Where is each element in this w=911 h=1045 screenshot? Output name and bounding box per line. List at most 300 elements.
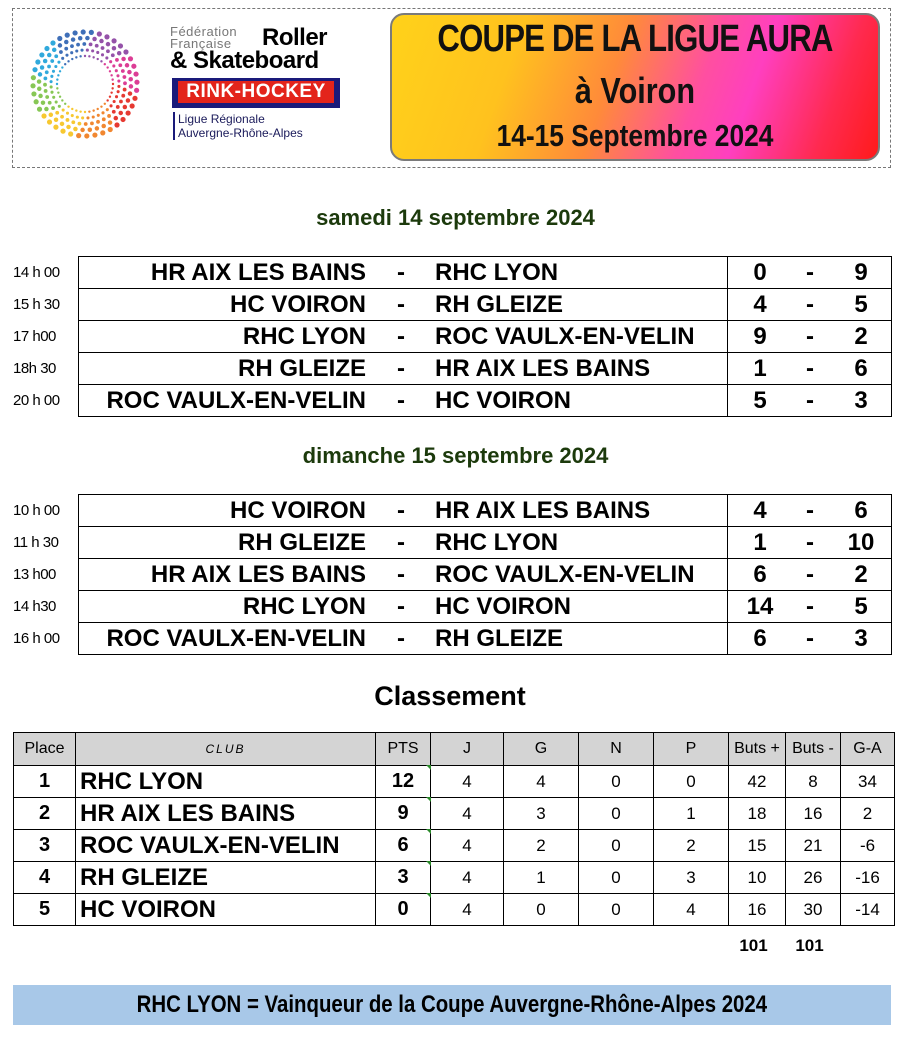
standings-cell: 21 [786, 830, 841, 862]
logo-dot [48, 101, 52, 105]
logo-dot [115, 95, 118, 98]
standings-cell: 0 [579, 766, 654, 798]
logo-dot [92, 115, 95, 118]
score-separator: - [806, 497, 814, 524]
logo-dot [32, 67, 37, 72]
away-team: HC VOIRON [435, 593, 572, 620]
score-separator: - [806, 259, 814, 286]
match-time: 15 h 30 [13, 296, 60, 313]
logo-dot [118, 63, 122, 67]
logo-dot [92, 56, 94, 58]
logo-dot [95, 44, 99, 48]
standings-header-cell: CLUB [76, 733, 376, 766]
logo-dot [104, 63, 106, 65]
standings-cell: 2 [841, 798, 895, 830]
logo-dot [66, 112, 69, 115]
logo-dot [126, 110, 131, 115]
score-cell [727, 384, 893, 416]
match-separator: - [397, 561, 405, 588]
logo-dot [117, 51, 122, 56]
standings-row [14, 894, 895, 926]
match-time: 20 h 00 [13, 392, 60, 409]
logo-dot [133, 71, 138, 76]
logo-dot [66, 125, 71, 130]
standings-row [14, 830, 895, 862]
standings-cell: 4 [431, 894, 504, 926]
logo-dot [65, 33, 70, 38]
logo-dot [56, 78, 58, 80]
logo-dot [37, 79, 42, 84]
logo-dot [43, 77, 47, 81]
standings-cell: 1 [504, 862, 579, 894]
logo-dot [73, 127, 78, 131]
standings-cell: HC VOIRON [76, 894, 376, 926]
match-row [13, 257, 892, 289]
logo-dot [109, 104, 112, 107]
standings-cell: 0 [579, 798, 654, 830]
standings-cell: 4 [654, 894, 729, 926]
match-time: 18h 30 [13, 360, 56, 377]
logo-dot [76, 133, 81, 138]
logo-dot [88, 110, 90, 112]
logo-dot [80, 49, 83, 52]
logo-dot [50, 40, 55, 45]
logo-dot [117, 85, 120, 88]
logo-dot [61, 99, 63, 101]
standings-row [14, 766, 895, 798]
home-team: ROC VAULX-EN-VELIN [106, 625, 366, 652]
logo-dot [78, 122, 82, 126]
match-time: 16 h 00 [13, 630, 60, 647]
standings-cell: 10 [729, 862, 786, 894]
logo-dot [56, 87, 58, 89]
match-separator: - [397, 323, 405, 350]
standings-cell: 2 [14, 798, 76, 830]
home-team: HC VOIRON [229, 291, 366, 318]
federation-logo-icon [30, 22, 140, 147]
match-row [13, 623, 892, 655]
logo-dot [117, 79, 120, 82]
logo-dot [60, 129, 65, 134]
logo-dot [52, 70, 55, 73]
logo-dot [108, 120, 113, 125]
logo-dot [47, 53, 52, 58]
logo-dot [119, 100, 123, 104]
standings-cell: -14 [841, 894, 895, 926]
logo-dot [104, 103, 106, 105]
federation-name-line1: Fédération [170, 24, 238, 39]
standings-cell: 15 [729, 830, 786, 862]
home-score: 5 [753, 387, 767, 414]
logo-dot [59, 50, 63, 54]
logo-dot [111, 38, 116, 43]
logo-dot [43, 59, 48, 64]
logo-dot [44, 107, 49, 112]
federation-skateboard: & Skateboard [170, 47, 319, 74]
away-score: 3 [854, 387, 868, 414]
standings-cell: HR AIX LES BAINS [76, 798, 376, 830]
away-score: 6 [854, 497, 868, 524]
logo-dot [39, 52, 44, 57]
winner-banner-text: RHC LYON = Vainqueur de la Coupe Auvergne-Rhône-Alpes 2024 [136, 991, 768, 1018]
home-score: 14 [746, 593, 774, 620]
home-team: HR AIX LES BAINS [150, 259, 366, 286]
logo-dot [84, 122, 88, 126]
logo-dot [75, 109, 77, 111]
standings-header-cell: Buts + [729, 733, 786, 766]
match-separator: - [397, 387, 405, 414]
logo-dot [109, 96, 111, 98]
away-team: HC VOIRON [435, 387, 572, 414]
standings-cell: 6 [376, 830, 431, 862]
logo-dot [35, 59, 40, 64]
logo-dot [95, 126, 100, 131]
logo-dot [131, 64, 136, 69]
logo-dot [101, 46, 105, 50]
logo-dot [38, 94, 43, 99]
standings-header-cell: Place [14, 733, 76, 766]
standings-header-cell: J [431, 733, 504, 766]
standings-cell: 0 [579, 894, 654, 926]
logo-dot [112, 83, 114, 85]
standings-cell: 4 [504, 766, 579, 798]
logo-dot [61, 57, 64, 60]
standings-cell: 0 [504, 894, 579, 926]
standings-header-cell: N [579, 733, 654, 766]
logo-dot [43, 83, 47, 87]
match-time: 11 h 30 [13, 534, 59, 551]
logo-dot [106, 66, 108, 68]
ligue-line1: Ligue Régionale [178, 112, 265, 126]
logo-dot [41, 100, 46, 105]
logo-dot [130, 103, 135, 108]
logo-dot [65, 54, 68, 57]
logo-dot [79, 110, 81, 112]
logo-dot [132, 96, 137, 101]
logo-dot [45, 70, 49, 74]
logo-dot [86, 49, 89, 52]
logo-dot [71, 108, 73, 110]
logo-dot [118, 111, 123, 116]
logo-dot [67, 105, 69, 107]
logo-dot [89, 30, 94, 35]
logo-dot [79, 55, 81, 57]
logo-dot [111, 87, 113, 89]
match-row [13, 527, 892, 559]
home-team: HR AIX LES BAINS [150, 561, 366, 588]
away-team: RHC LYON [435, 529, 559, 556]
logo-dot [104, 34, 109, 39]
standings-cell: 34 [841, 766, 895, 798]
match-row [13, 321, 892, 353]
logo-dot [112, 64, 115, 67]
logo-dot [44, 89, 48, 93]
day2-matches [13, 494, 892, 655]
score-separator: - [806, 387, 814, 414]
score-cell [727, 288, 893, 320]
standings-cell: 2 [654, 830, 729, 862]
logo-dot [102, 117, 106, 121]
standings-cell: 0 [579, 862, 654, 894]
logo-dot [76, 43, 80, 47]
standings-header-cell: P [654, 733, 729, 766]
match-time: 10 h 00 [13, 502, 60, 519]
logo-dot [106, 108, 109, 111]
winner-banner [13, 985, 891, 1025]
logo-dot [121, 69, 125, 73]
logo-dot [101, 111, 104, 114]
logo-dot [57, 36, 62, 41]
logo-dot [31, 91, 36, 96]
logo-dot [100, 105, 102, 107]
match-row [13, 289, 892, 321]
federation-roller: Roller [262, 24, 328, 51]
match-time: 14 h30 [13, 598, 56, 615]
score-separator: - [806, 625, 814, 652]
total-buts-plus: 101 [739, 936, 768, 955]
logo-dot [110, 74, 112, 76]
logo-dot [97, 108, 99, 110]
logo-dot [127, 70, 132, 75]
logo-dot [114, 122, 119, 127]
logo-dot [78, 36, 83, 41]
score-separator: - [806, 529, 814, 556]
logo-dot [54, 54, 58, 58]
logo-dot [134, 88, 139, 93]
standings-cell: -6 [841, 830, 895, 862]
standings-cell: 9 [376, 798, 431, 830]
home-team: RH GLEIZE [237, 529, 366, 556]
logo-dot [38, 72, 43, 77]
logo-dot [52, 96, 55, 99]
logo-dot [71, 58, 73, 60]
logo-dot [92, 37, 97, 42]
standings-header-cell: Buts - [786, 733, 841, 766]
logo-dot [55, 111, 59, 115]
standings-row [14, 798, 895, 830]
away-team: HR AIX LES BAINS [435, 497, 651, 524]
score-separator: - [806, 355, 814, 382]
away-score: 9 [854, 259, 868, 286]
match-separator: - [397, 355, 405, 382]
score-cell [727, 526, 893, 558]
day1-matches [13, 256, 892, 417]
logo-dot [84, 133, 89, 138]
match-separator: - [397, 625, 405, 652]
home-score: 1 [753, 529, 767, 556]
match-row [13, 495, 892, 527]
logo-dot [62, 108, 65, 111]
standings-cell: 16 [786, 798, 841, 830]
logo-dot [54, 117, 59, 122]
logo-dot [116, 74, 119, 77]
logo-dot [44, 46, 49, 51]
logo-dot [61, 66, 63, 68]
standings-cell: 4 [431, 766, 504, 798]
logo-dot [88, 55, 90, 57]
logo-dot [45, 95, 49, 99]
logo-dot [59, 96, 61, 98]
cup-location: à Voiron [574, 70, 696, 111]
standings-cell: RHC LYON [76, 766, 376, 798]
logo-dot [109, 60, 112, 63]
logo-dot [91, 49, 94, 52]
logo-dot [125, 63, 130, 68]
standings-header-cell: G [504, 733, 579, 766]
away-score: 6 [854, 355, 868, 382]
logo-dot [96, 51, 99, 54]
logo-dot [59, 70, 61, 72]
standings-cell: -16 [841, 862, 895, 894]
logo-dot [101, 124, 106, 129]
logo-dot [117, 90, 120, 93]
logo-dot [58, 43, 63, 48]
logo-dot [50, 80, 53, 83]
logo-dot [67, 60, 69, 62]
logo-dot [41, 113, 46, 118]
score-separator: - [806, 291, 814, 318]
away-team: RH GLEIZE [435, 625, 564, 652]
logo-dot [85, 36, 90, 41]
standings-cell: 4 [431, 830, 504, 862]
match-time: 14 h 00 [13, 264, 60, 281]
logo-dot [88, 127, 93, 132]
cup-title: COUPE DE LA LIGUE AURA [437, 18, 833, 60]
logo-dot [49, 113, 54, 118]
logo-dot [128, 91, 132, 96]
away-team: ROC VAULX-EN-VELIN [435, 561, 695, 588]
logo-dot [128, 56, 133, 61]
home-team: RHC LYON [242, 323, 366, 350]
away-score: 10 [847, 529, 875, 556]
standings-header-cell: G-A [841, 733, 895, 766]
standings-cell: 26 [786, 862, 841, 894]
match-time: 17 h00 [13, 328, 56, 345]
standings-cell: 3 [654, 862, 729, 894]
standings-title: Classement [374, 681, 526, 711]
logo-dot [122, 75, 126, 79]
logo-dot [108, 127, 113, 132]
logo-dot [116, 105, 120, 109]
cup-dates: 14-15 Septembre 2024 [496, 118, 774, 153]
standings-cell: 4 [14, 862, 76, 894]
logo-dot [105, 56, 108, 59]
home-score: 4 [753, 497, 767, 524]
federation-name-line2: Française [170, 36, 232, 51]
ligue-divider [173, 112, 175, 140]
logo-dot [106, 49, 110, 53]
score-cell [727, 320, 893, 352]
logo-dot [96, 120, 100, 124]
logo-dot [66, 118, 70, 122]
logo-dot [50, 85, 53, 88]
logo-dot [50, 91, 53, 94]
logo-dot [129, 84, 134, 89]
logo-dot [89, 42, 93, 46]
standings-cell: 12 [376, 766, 431, 798]
logo-dot [60, 122, 65, 127]
home-team: RHC LYON [242, 593, 366, 620]
rink-hockey-label: RINK-HOCKEY [178, 81, 334, 103]
logo-dot [55, 100, 58, 103]
logo-dot [64, 47, 68, 51]
standings-cell: 42 [729, 766, 786, 798]
standings-cell: 3 [504, 798, 579, 830]
ligue-line2: Auvergne-Rhône-Alpes [178, 126, 303, 140]
standings-cell: 0 [376, 894, 431, 926]
home-score: 6 [753, 561, 767, 588]
standings-cell: 4 [431, 798, 504, 830]
logo-dot [84, 111, 86, 113]
home-team: ROC VAULX-EN-VELIN [106, 387, 366, 414]
logo-dot [53, 125, 58, 130]
home-team: HC VOIRON [229, 497, 366, 524]
standings-cell: 2 [504, 830, 579, 862]
match-separator: - [397, 593, 405, 620]
logo-dot [57, 61, 60, 64]
logo-dot [82, 42, 86, 46]
standings-cell: 3 [14, 830, 76, 862]
standings-cell: 8 [786, 766, 841, 798]
score-cell [727, 558, 893, 590]
logo-dot [75, 49, 78, 52]
logo-dot [70, 44, 74, 48]
match-row [13, 559, 892, 591]
logo-dot [106, 42, 111, 47]
score-cell [727, 352, 893, 384]
standings-table [13, 732, 895, 926]
logo-dot [80, 128, 85, 132]
standings-row [14, 862, 895, 894]
score-cell [727, 622, 893, 654]
standings-cell: 1 [654, 798, 729, 830]
logo-dot [37, 107, 42, 112]
logo-dot [37, 87, 42, 92]
logo-dot [106, 99, 108, 101]
logo-dot [56, 83, 58, 85]
logo-dot [92, 132, 97, 137]
home-score: 9 [753, 323, 767, 350]
logo-dot [68, 131, 73, 136]
away-team: RHC LYON [435, 259, 559, 286]
match-separator: - [397, 291, 405, 318]
away-score: 2 [854, 323, 868, 350]
logo-dot [75, 56, 77, 58]
logo-dot [47, 119, 52, 124]
logo-dot [71, 37, 76, 42]
logo-dot [109, 70, 111, 72]
standings-header-row [14, 733, 895, 766]
logo-dot [120, 117, 125, 122]
logo-dot [114, 116, 119, 121]
logo-dot [31, 75, 36, 80]
score-separator: - [806, 323, 814, 350]
match-separator: - [397, 259, 405, 286]
logo-dot [101, 53, 104, 56]
logo-dot [60, 115, 64, 119]
logo-dot [112, 110, 116, 114]
logo-dot [86, 116, 89, 119]
logo-dot [121, 57, 126, 62]
logo-dot [100, 130, 105, 135]
logo-dot [97, 31, 102, 36]
logo-dot [47, 65, 51, 69]
standings-cell: RH GLEIZE [76, 862, 376, 894]
logo-dot [71, 114, 74, 117]
logo-dot [126, 98, 131, 103]
logo-dot [64, 103, 66, 105]
logo-dot [92, 109, 94, 111]
